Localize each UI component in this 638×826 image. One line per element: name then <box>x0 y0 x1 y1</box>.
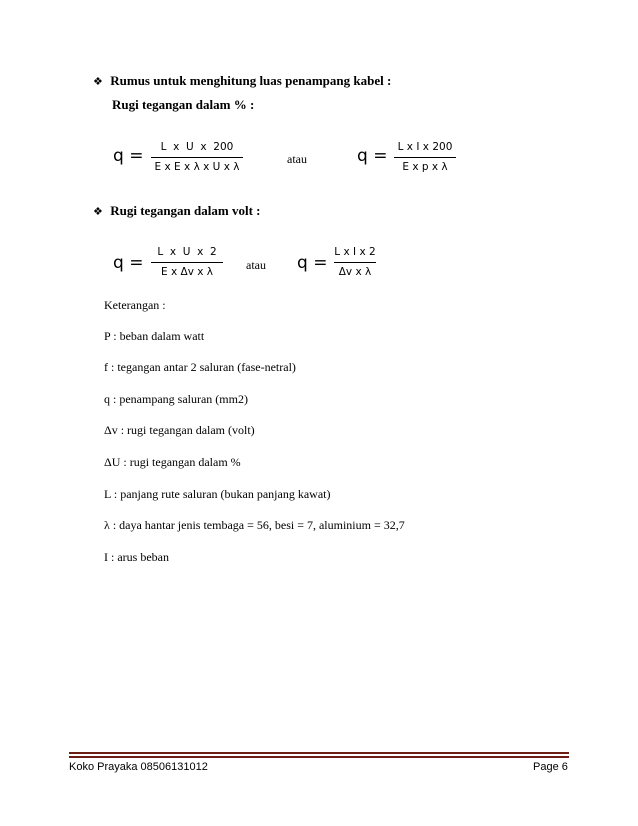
formula-volt-or: atau <box>246 258 266 272</box>
subheading-rugi-persen: Rugi tegangan dalam % : <box>112 97 255 112</box>
formula-volt-left-q: q = <box>113 253 144 273</box>
formula-percent-or: atau <box>287 152 307 166</box>
fraction-numerator: L x I x 2 <box>334 246 376 258</box>
keterangan-title: Keterangan : <box>104 298 166 312</box>
keterangan-item: P : beban dalam watt <box>104 329 205 343</box>
diamond-bullet-icon: ❖ <box>93 76 103 88</box>
formula-volt-right-q: q = <box>297 253 328 273</box>
formula-percent-right-q: q = <box>357 146 388 166</box>
footer-page-number: Page 6 <box>533 761 568 773</box>
formula-percent-right-fraction <box>394 142 456 172</box>
heading-text: Rumus untuk menghitung luas penampang kabel : <box>110 73 392 88</box>
fraction-denominator: Δv x λ <box>334 262 376 278</box>
keterangan-item: I : arus beban <box>104 550 169 564</box>
fraction-numerator: L x U x 200 <box>160 141 234 153</box>
fraction-numerator: L x U x 2 <box>157 246 217 258</box>
footer-author: Koko Prayaka 08506131012 <box>69 761 208 773</box>
keterangan-item: Δv : rugi tegangan dalam (volt) <box>104 423 255 437</box>
formula-percent-left-q: q = <box>113 146 144 166</box>
formula-volt-left-fraction <box>151 247 223 277</box>
fraction-numerator: L x I x 200 <box>397 141 453 153</box>
bullet-heading-luas-penampang <box>93 73 391 89</box>
keterangan-item: q : penampang saluran (mm2) <box>104 392 248 406</box>
keterangan-item: λ : daya hantar jenis tembaga = 56, besi = 7, aluminium = 32,7 <box>104 518 405 532</box>
diamond-bullet-icon: ❖ <box>93 206 103 218</box>
formula-volt-right-fraction <box>334 247 376 277</box>
keterangan-item: ΔU : rugi tegangan dalam % <box>104 455 241 469</box>
bullet-heading-rugi-volt <box>93 203 260 219</box>
footer-divider-bottom <box>69 756 569 758</box>
fraction-denominator: E x Δv x λ <box>151 262 223 278</box>
keterangan-item: f : tegangan antar 2 saluran (fase-netral) <box>104 360 296 374</box>
keterangan-item: L : panjang rute saluran (bukan panjang kawat) <box>104 487 331 501</box>
heading-text: Rugi tegangan dalam volt : <box>110 203 261 218</box>
fraction-denominator: E x p x λ <box>394 157 456 173</box>
fraction-denominator: E x E x λ x U x λ <box>151 157 243 173</box>
footer-divider-top <box>69 752 569 754</box>
formula-percent-left-fraction <box>151 142 243 172</box>
